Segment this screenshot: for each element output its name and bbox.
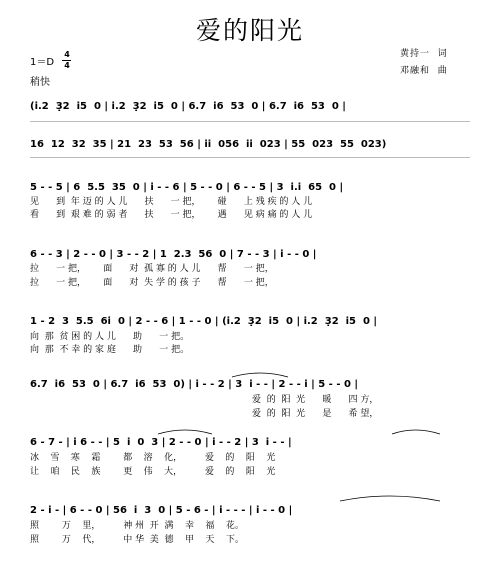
lyric-line-verse-2: 看 到 艰 难 的 弱 者 扶 一 把， 遇 见 病 痛 的 人 儿	[30, 210, 313, 220]
lyric-line-verse-2: 让 咱 民 族 更 伟 大， 爱 的 阳 光	[30, 467, 276, 477]
slur-curve	[232, 373, 288, 377]
notation-line: 6 - - 3 | 2 - - 0 | 3 - - 2 | 1 2.3 56 0 | 7 - - 3 | i - - 0 |	[30, 249, 317, 260]
slur-curve	[392, 430, 440, 434]
tempo-marking: 稍快	[30, 77, 50, 88]
notation-line: 16 12 32 35 | 21 23 53 56 | ii 056 ii 023 | 55 023 55 023)	[30, 139, 387, 150]
lyricist-credit: 黄持一 词	[400, 49, 448, 59]
song-title: 爱的阳光	[196, 16, 305, 45]
notation-line: (i.2 3̣2 i5 0 | i.2 3̣2 i5 0 | 6.7 i6 53 0 | 6.7 i6 53 0 |	[30, 101, 346, 112]
notation-line: 2 - i - | 6 - - 0 | 56 i 3 0 | 5 - 6 - | i - - - | i - - 0 |	[30, 505, 293, 516]
slur-curve	[158, 430, 212, 434]
lyric-line-verse-1: 照 万 里， 神 州 开 满 幸 福 花。	[30, 521, 244, 531]
lyric-line-verse-1: 拉 一 把， 面 对 孤 寡 的 人 儿 帮 一 把，	[30, 264, 274, 274]
time-signature-bottom: 4	[64, 61, 70, 70]
lyric-line-verse-1: 冰 雪 寒 霜 都 溶 化， 爱 的 阳 光	[30, 453, 276, 463]
lyric-line-verse-1: 见 到 年 迈 的 人 儿 扶 一 把， 碰 上 残 疾 的 人 儿	[30, 197, 313, 207]
lyric-line-verse-2: 向 那 不 幸 的 家 庭 助 一 把。	[30, 345, 190, 355]
lyric-line-verse-2: 拉 一 把， 面 对 失 学 的 孩 子 帮 一 把，	[30, 278, 274, 288]
slur-curve	[340, 496, 440, 501]
lyric-line-verse-2: 爱 的 阳 光 是 希 望，	[252, 409, 379, 419]
notation-line: 6.7 i6 53 0 | 6.7 i6 53 0) | i - - 2 | 3 i - - | 2 - - i | 5 - - 0 |	[30, 379, 359, 390]
lyric-line-verse-2: 照 万 代， 中 华 美 德 甲 天 下。	[30, 535, 244, 545]
notation-line: 6 - 7 - | i 6 - - | 5 i 0 3 | 2 - - 0 | i - - 2 | 3 i - - |	[30, 437, 292, 448]
key-signature: 1＝D	[30, 57, 55, 68]
lyric-line-verse-1: 爱 的 阳 光 暖 四 方，	[252, 395, 379, 405]
lyric-line-verse-1: 向 那 贫 困 的 人 儿 助 一 把。	[30, 332, 190, 342]
notation-line: 1 - 2 3 5.5 6i 0 | 2 - - 6 | 1 - - 0 | (i.2 3̣2 i5 0 | i.2 3̣2 i5 0 |	[30, 316, 378, 327]
composer-credit: 邓融和 曲	[400, 66, 448, 76]
time-signature-top: 4	[64, 50, 70, 59]
notation-line: 5 - - 5 | 6 5.5 35 0 | i - - 6 | 5 - - 0 | 6 - - 5 | 3 i.i 65 0 |	[30, 182, 344, 193]
